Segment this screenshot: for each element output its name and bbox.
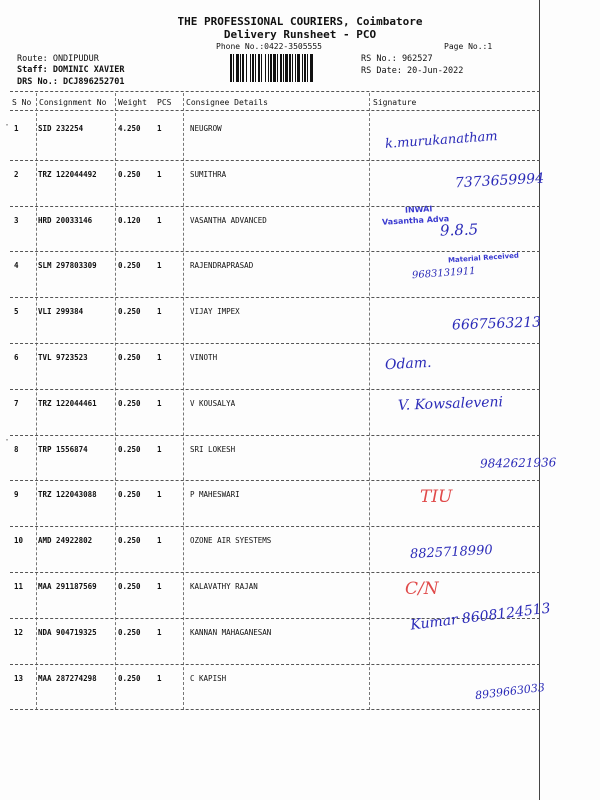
row-sno: 12 [14,627,24,637]
row-consignee: P MAHESWARI [190,490,240,500]
column-header-signature: Signature [373,98,417,107]
signature-handwriting: TIU [420,487,453,508]
row-consignee: SUMITHRA [190,169,227,179]
row-consignment-no: AMD 24922802 [38,536,93,546]
row-separator [10,343,540,344]
header-top-rule [10,91,540,92]
row-consignee: V KOUSALYA [190,398,236,408]
page-number: Page No.:1 [444,42,493,51]
row-pcs: 1 [157,582,162,591]
signature-handwriting: 9.8.5 [439,219,479,240]
row-weight: 0.120 [118,215,141,225]
row-separator [10,251,540,252]
signature-handwriting: 9683131911 [411,266,476,282]
barcode-bar [292,54,293,82]
row-pcs: 1 [157,398,162,408]
barcode-bar [270,54,272,82]
row-pcs: 1 [157,215,162,225]
row-consignee: KALAVATHY RAJAN [190,582,258,591]
barcode-bar [302,54,303,82]
row-pcs: 1 [157,124,162,133]
row-consignment-no: SID 232254 [38,124,84,133]
barcode-bar [242,54,244,82]
header-bottom-rule [10,110,540,111]
row-consignment-no: TRP 1556874 [38,444,88,454]
stamp-text: Material Received [447,251,520,265]
row-weight: 0.250 [118,673,141,683]
table-row [0,481,540,527]
row-sno: 6 [14,353,19,362]
stamp-text: Vasantha Adva [381,214,450,227]
row-consignment-no: TVL 9723523 [38,353,88,362]
barcode-bar [273,54,276,82]
row-pcs: 1 [157,673,162,683]
column-header-sno: S No [12,98,32,107]
row-separator [10,572,540,573]
table-row [0,344,540,390]
signature-handwriting: 8939663033 [474,680,546,702]
column-header-consignment: Consignment No [39,98,107,107]
barcode-bar [252,54,254,82]
row-separator [10,480,540,481]
row-sno: 8 [14,444,19,454]
row-consignment-no: TRZ 122044492 [38,169,97,179]
signature-handwriting: Odam. [384,354,432,374]
barcode-bar [285,54,288,82]
row-consignment-no: NDA 904719325 [38,627,97,637]
rs-number: RS No.: 962527 [361,54,433,64]
row-separator [10,664,540,665]
barcode-bar [289,54,291,82]
rs-date: RS Date: 20-Jun-2022 [361,66,464,76]
row-consignment-no: MAA 291187569 [38,582,97,591]
row-pcs: 1 [157,490,162,500]
row-consignment-no: SLM 297803309 [38,261,97,271]
column-header-pcs: PCS [157,98,172,107]
signature-handwriting: 7373659994 [454,170,545,192]
route-label: Route: ONDIPUDUR [17,54,99,64]
signature-handwriting: 8825718990 [409,543,494,563]
row-sno: 10 [14,536,24,546]
row-consignee: VIJAY IMPEX [190,307,240,317]
row-weight: 0.250 [118,582,141,591]
row-consignee: NEUGROW [190,124,222,133]
row-weight: 0.250 [118,627,141,637]
signature-handwriting: 9842621936 [479,454,557,471]
table-row [0,665,540,711]
row-weight: 0.250 [118,444,141,454]
runsheet-title: THE PROFESSIONAL COURIERS, Coimbatore [177,15,423,28]
barcode-bar [265,54,266,82]
barcode-bar [304,54,306,82]
barcode-bar [310,54,313,82]
row-sno: 7 [14,398,19,408]
row-separator [10,526,540,527]
barcode-bar [230,54,232,82]
row-weight: 0.250 [118,353,141,362]
row-separator [10,206,540,207]
stamp-text: INWAI [404,204,433,215]
row-consignee: VINOTH [190,353,218,362]
row-consignee: OZONE AIR SYESTEMS [190,536,272,546]
barcode-bar [240,54,241,82]
staff-label: Staff: DOMINIC XAVIER [17,65,125,75]
row-pcs: 1 [157,169,162,179]
row-sno: 2 [14,169,19,179]
row-separator [10,709,540,710]
row-sno: 3 [14,215,19,225]
row-consignee: SRI LOKESH [190,444,236,454]
row-separator [10,297,540,298]
row-pcs: 1 [157,536,162,546]
barcode-bar [280,54,282,82]
column-header-consignee: Consignee Details [186,98,268,107]
row-weight: 0.250 [118,398,141,408]
row-separator [10,389,540,390]
row-weight: 0.250 [118,536,141,546]
row-separator [10,435,540,436]
signature-handwriting: C/N [405,579,439,599]
barcode-bar [297,54,300,82]
row-pcs: 1 [157,261,162,271]
runsheet-subtitle: Delivery Runsheet - PCO [223,28,377,41]
row-weight: 0.250 [118,307,141,317]
barcode-bar [250,54,251,82]
row-pcs: 1 [157,353,162,362]
row-weight: 0.250 [118,261,141,271]
row-pcs: 1 [157,307,162,317]
row-sno: 9 [14,490,19,500]
barcode-bar [261,54,262,82]
phone-number: Phone No.:0422-3505555 [216,42,322,51]
barcode-bar [236,54,239,82]
punch-mark: · [4,120,11,131]
row-separator [10,160,540,161]
barcode-bar [246,54,247,82]
drs-number: DRS No.: DCJ896252701 [17,77,125,87]
signature-handwriting: Kumar 8608124513 [409,600,552,634]
barcode-bar [283,54,284,82]
row-weight: 4.250 [118,124,141,133]
barcode-bar [255,54,256,82]
row-sno: 1 [14,124,19,133]
column-header-weight: Weight [118,98,147,107]
barcode-bar [233,54,234,82]
barcode-bar [268,54,269,82]
row-sno: 4 [14,261,19,271]
barcode-graphic [230,54,358,82]
row-consignment-no: TRZ 122043088 [38,490,97,500]
barcode-bar [258,54,260,82]
row-weight: 0.250 [118,490,141,500]
row-consignee: VASANTHA ADVANCED [190,215,267,225]
barcode-bar [277,54,278,82]
row-consignee: C KAPISH [190,673,227,683]
signature-handwriting: V. Kowsaleveni [397,393,504,414]
table-row [0,436,540,482]
row-pcs: 1 [157,627,162,637]
signature-handwriting: k.murukanatham [384,129,499,152]
row-consignment-no: HRD 20033146 [38,215,93,225]
row-sno: 11 [14,582,24,591]
row-sno: 13 [14,673,24,683]
row-weight: 0.250 [118,169,141,179]
row-sno: 5 [14,307,19,317]
row-consignee: KANNAN MAHAGANESAN [190,627,272,637]
row-consignment-no: VLI 299384 [38,307,84,317]
row-consignment-no: MAA 287274298 [38,673,97,683]
row-pcs: 1 [157,444,162,454]
row-consignment-no: TRZ 122044461 [38,398,97,408]
row-consignee: RAJENDRAPRASAD [190,261,254,271]
barcode-bar [295,54,296,82]
signature-handwriting: 6667563213 [451,314,542,334]
punch-mark: · [4,435,11,446]
barcode-bar [307,54,308,82]
